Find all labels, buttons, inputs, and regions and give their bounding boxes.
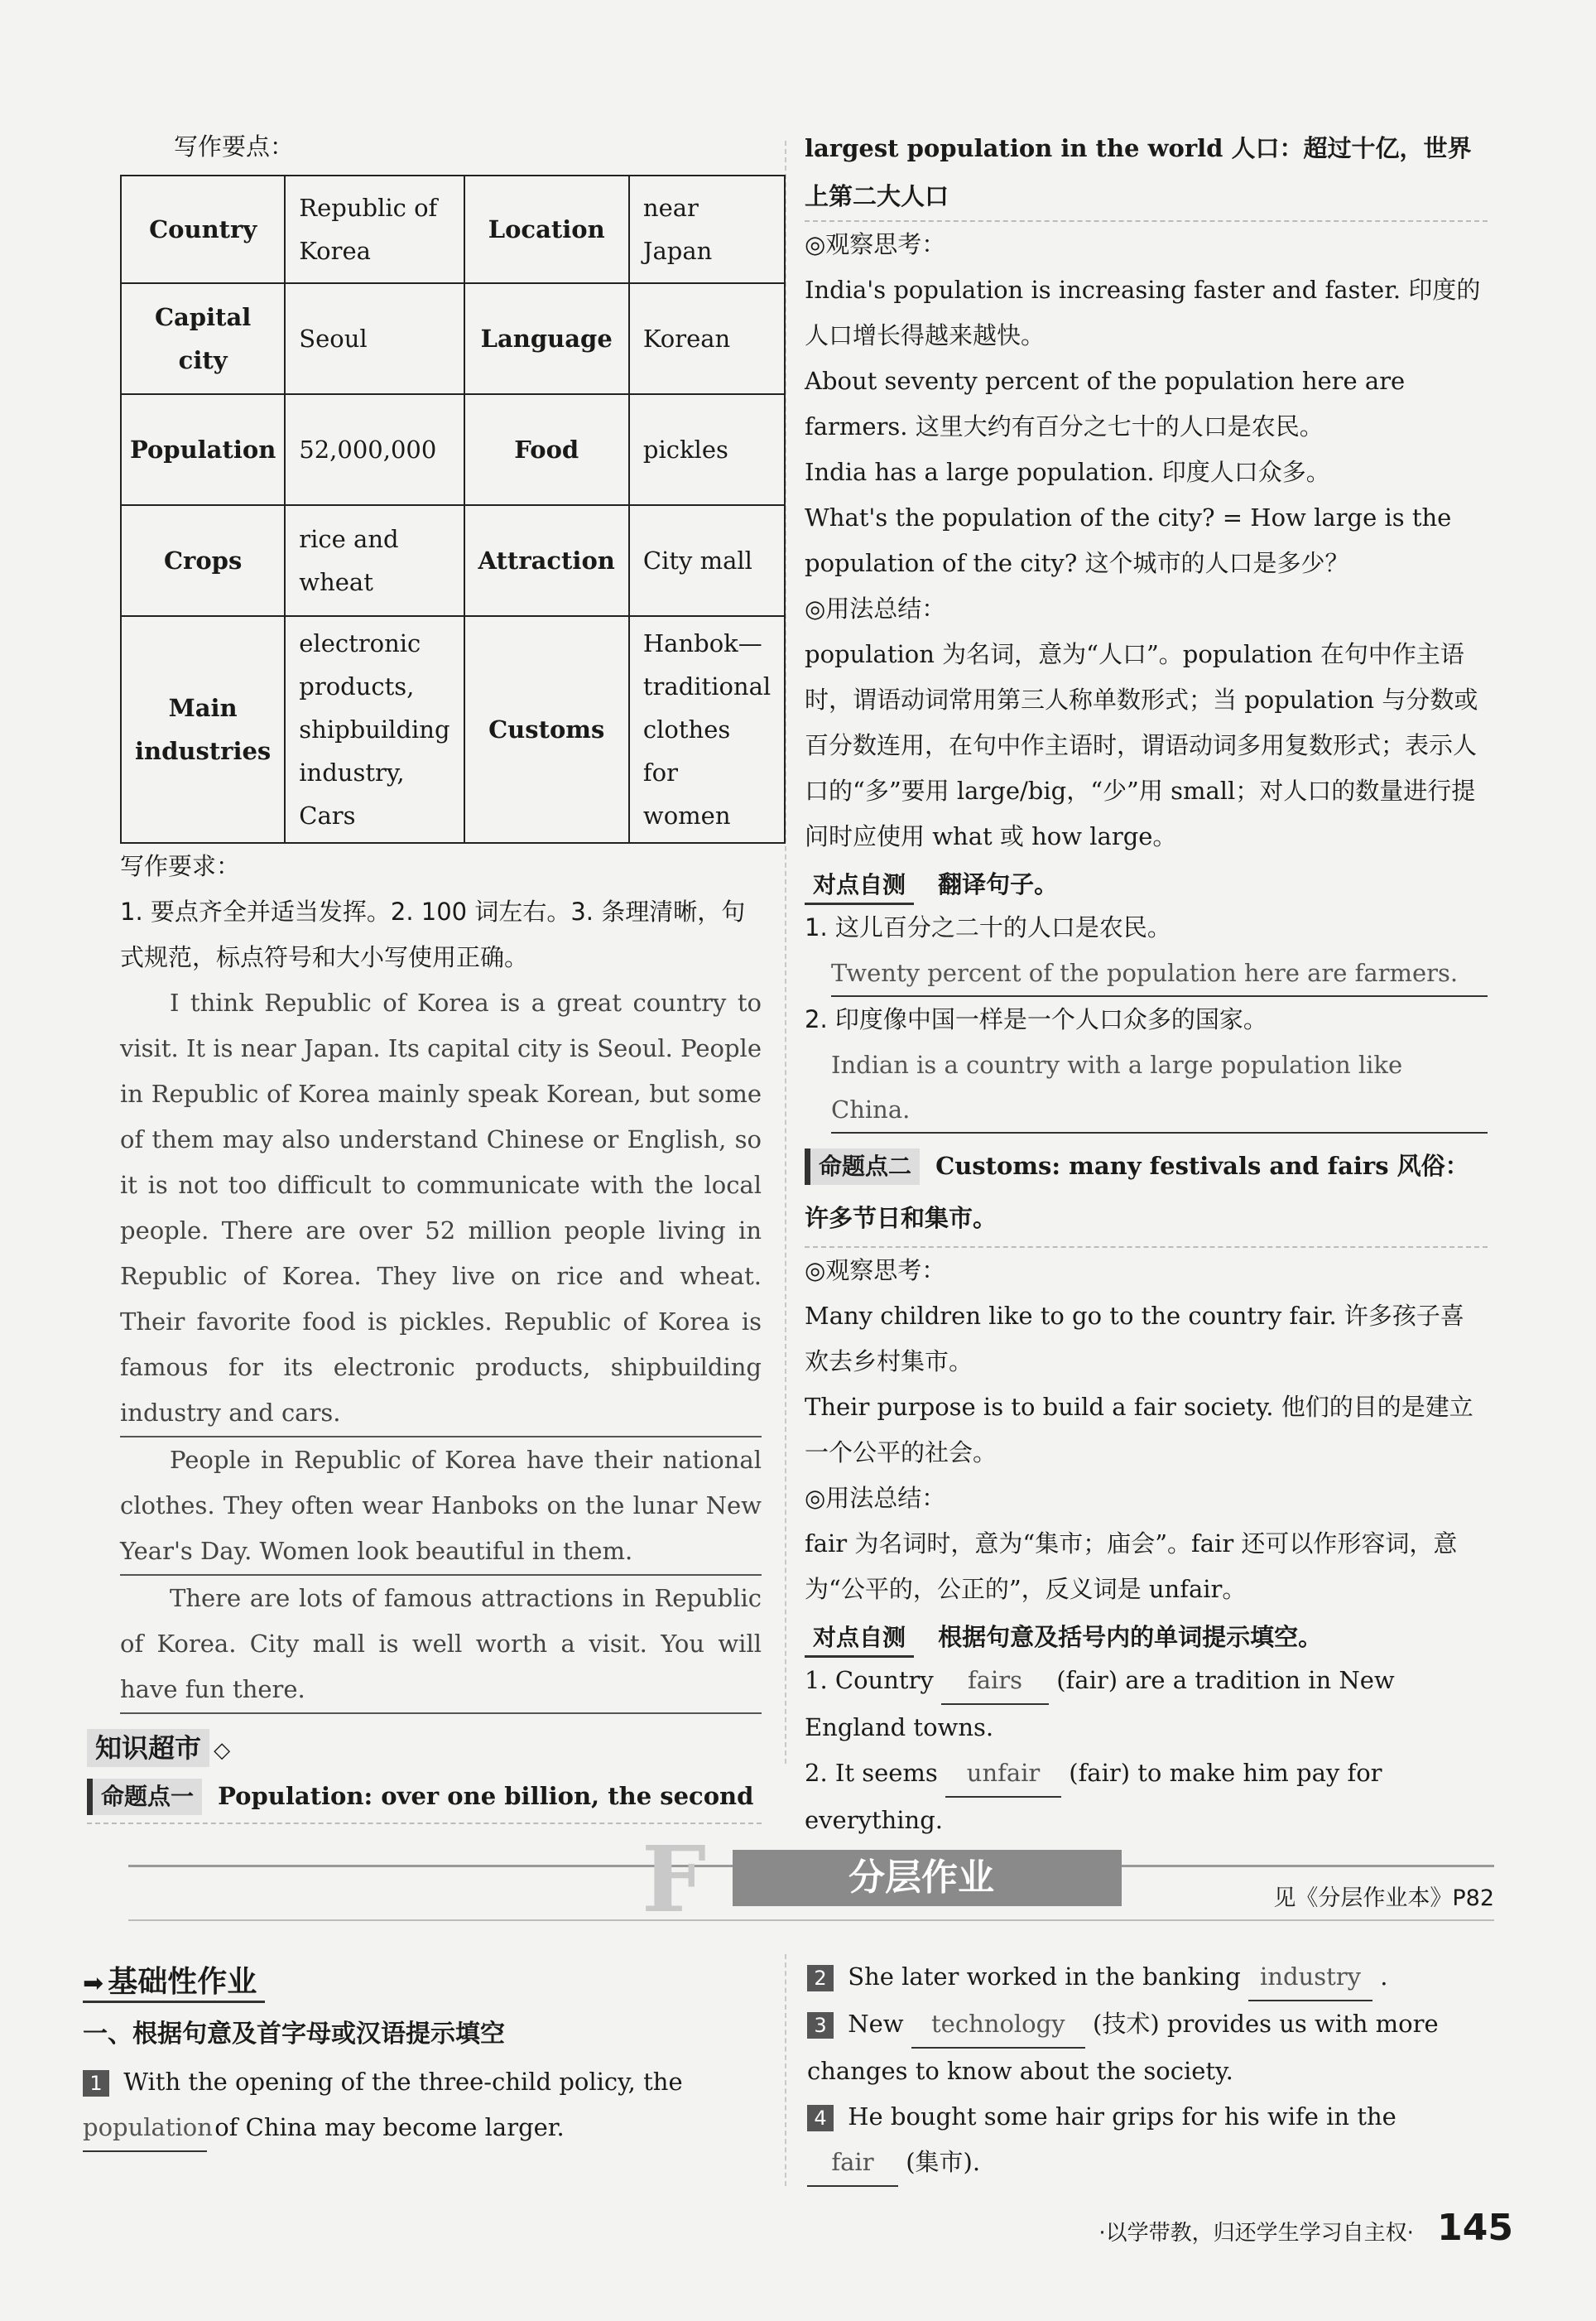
- cell-r0-c3: near Japan: [629, 176, 785, 283]
- layered-homework-banner: [120, 1826, 1494, 1933]
- observe-sentence-1: India's population is increasing faster and faster. 印度的人口增长得越来越快。: [805, 276, 1481, 349]
- page-number: 145: [1437, 2207, 1513, 2249]
- cell-r3-c3: City mall: [629, 505, 785, 616]
- q-prefix: He bought some hair grips for his wife in the: [848, 2102, 1396, 2131]
- cell-r0-c1: Republic of Korea: [285, 176, 464, 283]
- observe-label-1: ◎观察思考：: [805, 230, 946, 258]
- q-prefix: 2. It seems: [805, 1759, 938, 1787]
- observe-sentence-4: What's the population of the city? = How large is the population of the city? 这个城市的人口是多少？: [805, 503, 1452, 577]
- answer-blank: fair: [807, 2140, 898, 2187]
- essay-paragraph-3: There are lots of famous attractions in Republic of Korea. City mall is well worth a visit. You will have fun there.: [120, 1576, 762, 1714]
- point1-text: Population: over one billion, the second: [218, 1782, 754, 1810]
- requirements-label: 写作要求：: [120, 852, 241, 880]
- point1-heading: [87, 1774, 762, 1824]
- usage-label-1: ◎用法总结：: [805, 595, 946, 623]
- knowledge-label: 知识超市: [87, 1729, 209, 1767]
- outline-label: 写作要点：: [174, 132, 295, 161]
- selftest-label-2: 对点自测: [805, 1620, 914, 1658]
- knowledge-heading: [87, 1727, 762, 1765]
- cell-r2-c3: pickles: [629, 394, 785, 505]
- selftest1-question-1: 1. 这儿百分之二十的人口是农民。: [805, 913, 1171, 941]
- selftest1-answer-2: Indian is a country with a large population like China.: [831, 1043, 1488, 1134]
- homework-question-3: [807, 2001, 1490, 2094]
- homework-question-4: [807, 2094, 1490, 2187]
- selftest1-question-2: 2. 印度像中国一样是一个人口众多的国家。: [805, 1005, 1267, 1033]
- homework-question-2: [807, 1954, 1490, 2001]
- banner-title: 分层作业: [733, 1850, 1122, 1906]
- selftest-instruction-2: 根据句意及括号内的单词提示填空。: [938, 1623, 1323, 1651]
- essay-paragraph-2: People in Republic of Korea have their national clothes. They often wear Hanboks on the lunar New Year's Day. Women look beautiful in them.: [120, 1437, 762, 1576]
- cell-r3-c1: rice and wheat: [285, 505, 464, 616]
- cell-r1-c3: Korean: [629, 283, 785, 394]
- answer-blank: fairs: [941, 1658, 1049, 1705]
- homework-question-1: [83, 2059, 762, 2152]
- q-prefix: She later worked in the banking: [848, 1962, 1241, 1991]
- answer-blank: technology: [911, 2001, 1085, 2049]
- observe-sentence-3: India has a large population. 印度人口众多。: [805, 458, 1330, 486]
- cell-r0-c2: Location: [464, 176, 629, 283]
- selftest2-question-2: [805, 1750, 1488, 1843]
- observe2-sentence-2: Their purpose is to build a fair society. 他们的目的是建立一个公平的社会。: [805, 1393, 1473, 1466]
- q-suffix: (fair) to make him pay for everything.: [805, 1759, 1382, 1834]
- footer-motto: ·以学带教，归还学生学习自主权·: [1098, 2221, 1414, 2246]
- cell-r1-c2: Language: [464, 283, 629, 394]
- q-suffix: of China may become larger.: [214, 2113, 565, 2141]
- question-number: 2: [807, 1965, 834, 1991]
- selftest-heading-1: [805, 866, 1488, 905]
- page-footer: [1098, 2207, 1513, 2249]
- point2-tag: 命题点二: [805, 1148, 920, 1185]
- question-number: 3: [807, 2012, 834, 2039]
- selftest-heading-2: [805, 1619, 1488, 1658]
- cell-r3-c0: Crops: [121, 505, 285, 616]
- q-suffix: (集市).: [906, 2148, 981, 2176]
- point2-text: Customs: many festivals and fairs 风俗：许多节日和集市。: [805, 1152, 1469, 1232]
- cell-r4-c2: Customs: [464, 616, 629, 843]
- answer-blank: industry: [1248, 1954, 1372, 2001]
- selftest1-answer-1: Twenty percent of the population here are farmers.: [831, 951, 1488, 997]
- homework-heading: [83, 1958, 265, 2003]
- question-number: 1: [83, 2070, 109, 2097]
- q-prefix: With the opening of the three-child policy, the: [123, 2068, 683, 2096]
- usage-label-2: ◎用法总结：: [805, 1484, 946, 1512]
- cell-r4-c1: electronic products, shipbuilding industry, Cars: [285, 616, 464, 843]
- cell-r1-c1: Seoul: [285, 283, 464, 394]
- column-divider-bottom: [785, 1954, 786, 2186]
- banner-reference: 见《分层作业本》P82: [1273, 1885, 1494, 1911]
- usage-text-1: population 为名词，意为“人口”。population 在句中作主语时，谓语动词常用第三人称单数形式；当 population 与分数或百分数连用，在句中作主语时，谓语动词多用复数形式；表示人口的“多”要用 large/big，“少”用 small；对人口的数量进行提问时应使用 what 或 how large。: [805, 640, 1478, 850]
- q-suffix: (fair) are a tradition in New England towns.: [805, 1666, 1395, 1741]
- cell-r2-c1: 52,000,000: [285, 394, 464, 505]
- banner-rule-lower: [128, 1919, 1494, 1921]
- cell-r0-c0: Country: [121, 176, 285, 283]
- requirements-text: 1. 要点齐全并适当发挥。2. 100 词左右。3. 条理清晰，句式规范，标点符号和大小写使用正确。: [120, 898, 746, 971]
- homework-heading-label: 基础性作业: [108, 1965, 257, 1999]
- q-suffix: (技术) provides us with more changes to know about the society.: [807, 2010, 1439, 2085]
- answer-blank: unfair: [945, 1750, 1061, 1798]
- cell-r4-c3: Hanbok—traditional clothes for women: [629, 616, 785, 843]
- diamond-icon: ◇: [214, 1738, 231, 1763]
- essay-paragraph-1: I think Republic of Korea is a great country to visit. It is near Japan. Its capital city is Seoul. People in Republic of Korea mainly speak Korean, but some of them may also understand Chinese or English, so it is not too difficult to communicate with the local people. There are over 52 million people living in Republic of Korea. They live on rice and wheat. Their favorite food is pickles. Republic of Korea is famous for its electronic products, shipbuilding industry and cars.: [120, 980, 762, 1437]
- q-prefix: New: [848, 2010, 904, 2038]
- cell-r1-c0: Capital city: [121, 283, 285, 394]
- observe2-sentence-1: Many children like to go to the country fair. 许多孩子喜欢去乡村集市。: [805, 1302, 1464, 1375]
- arrow-icon: ➡: [83, 1969, 104, 1998]
- answer-blank: population: [83, 2105, 207, 2152]
- point1-tag: 命题点一: [87, 1779, 202, 1815]
- banner-letter: F: [642, 1826, 707, 1933]
- cell-r2-c0: Population: [121, 394, 285, 505]
- cell-r4-c0: Main industries: [121, 616, 285, 843]
- observe-label-2: ◎观察思考：: [805, 1256, 946, 1284]
- cell-r2-c2: Food: [464, 394, 629, 505]
- model-essay: [120, 980, 762, 1714]
- point2-heading: [805, 1142, 1488, 1248]
- info-table: [120, 175, 786, 844]
- selftest-label-1: 对点自测: [805, 868, 914, 905]
- usage-text-2: fair 为名词时，意为“集市；庙会”。fair 还可以作形容词，意为“公平的，公正的”，反义词是 unfair。: [805, 1529, 1458, 1603]
- q-suffix: .: [1380, 1962, 1388, 1991]
- right-column: [805, 124, 1488, 1843]
- selftest2-question-1: [805, 1658, 1488, 1750]
- selftest-instruction-1: 翻译句子。: [938, 870, 1059, 898]
- q-prefix: 1. Country: [805, 1666, 934, 1694]
- homework-right: [807, 1954, 1490, 2187]
- observe-sentence-2: About seventy percent of the population here are farmers. 这里大约有百分之七十的人口是农民。: [805, 367, 1406, 441]
- left-column: [95, 124, 772, 1824]
- homework-left: [83, 1958, 762, 2152]
- question-number: 4: [807, 2105, 834, 2131]
- cell-r3-c2: Attraction: [464, 505, 629, 616]
- point1-continued: largest population in the world 人口：超过十亿，世界上第二大人口: [805, 124, 1488, 222]
- part-title: 一、根据句意及首字母或汉语提示填空: [83, 2020, 505, 2049]
